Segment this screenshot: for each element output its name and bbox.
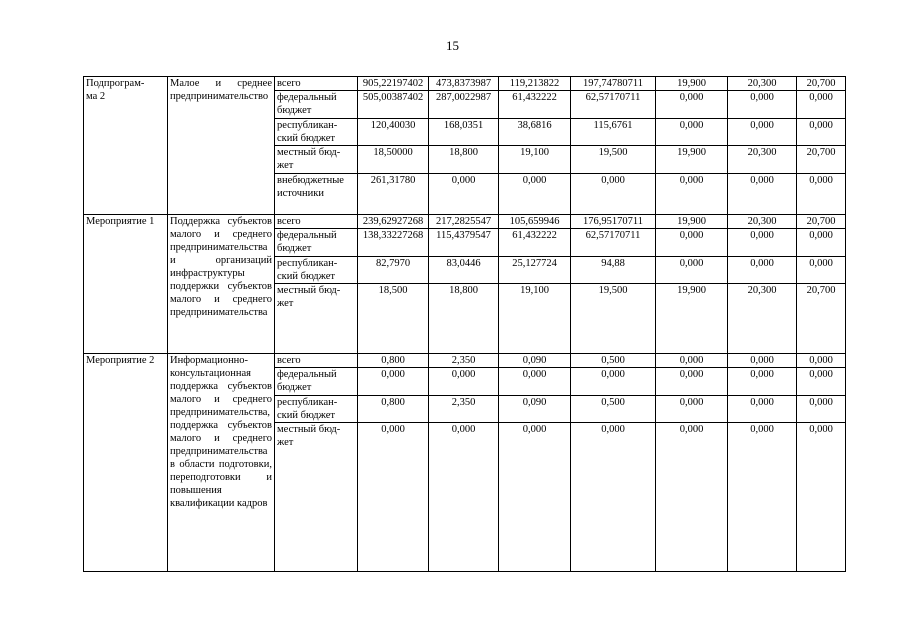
amount-cell: 19,100 xyxy=(499,146,571,174)
amount-cell: 0,000 xyxy=(656,368,728,396)
funding-source-cell: местный бюд- жет xyxy=(275,146,358,174)
amount-cell: 0,000 xyxy=(499,174,571,215)
amount-cell: 905,22197402 xyxy=(358,77,429,91)
amount-cell: 62,57170711 xyxy=(571,91,656,119)
page-number: 15 xyxy=(446,38,459,53)
amount-cell: 0,090 xyxy=(499,396,571,423)
amount-cell: 0,000 xyxy=(797,354,846,368)
amount-cell: 19,900 xyxy=(656,77,728,91)
amount-cell: 2,350 xyxy=(429,396,499,423)
funding-source-cell: республикан- ский бюджет xyxy=(275,257,358,284)
amount-cell: 18,500 xyxy=(358,284,429,354)
amount-cell: 0,000 xyxy=(797,423,846,572)
amount-cell: 19,500 xyxy=(571,284,656,354)
amount-cell: 0,000 xyxy=(656,396,728,423)
amount-cell: 2,350 xyxy=(429,354,499,368)
amount-cell: 19,900 xyxy=(656,146,728,174)
amount-cell: 0,000 xyxy=(571,368,656,396)
amount-cell: 168,0351 xyxy=(429,119,499,146)
funding-source-cell: местный бюд- жет xyxy=(275,284,358,354)
amount-cell: 0,000 xyxy=(358,368,429,396)
program-name-cell: Мероприятие 2 xyxy=(84,354,168,572)
amount-cell: 20,700 xyxy=(797,215,846,229)
amount-cell: 261,31780 xyxy=(358,174,429,215)
amount-cell: 138,33227268 xyxy=(358,229,429,257)
amount-cell: 82,7970 xyxy=(358,257,429,284)
amount-cell: 0,000 xyxy=(656,354,728,368)
amount-cell: 115,6761 xyxy=(571,119,656,146)
table-row xyxy=(84,77,846,91)
amount-cell: 0,000 xyxy=(656,229,728,257)
amount-cell: 0,000 xyxy=(797,257,846,284)
amount-cell: 115,4379547 xyxy=(429,229,499,257)
amount-cell: 0,500 xyxy=(571,396,656,423)
amount-cell: 20,300 xyxy=(728,146,797,174)
amount-cell: 0,000 xyxy=(656,91,728,119)
amount-cell: 20,300 xyxy=(728,77,797,91)
amount-cell: 0,000 xyxy=(728,423,797,572)
amount-cell: 94,88 xyxy=(571,257,656,284)
amount-cell: 18,50000 xyxy=(358,146,429,174)
funding-source-cell: внебюджетные источники xyxy=(275,174,358,215)
amount-cell: 505,00387402 xyxy=(358,91,429,119)
amount-cell: 38,6816 xyxy=(499,119,571,146)
amount-cell: 0,000 xyxy=(656,174,728,215)
amount-cell: 0,000 xyxy=(797,229,846,257)
amount-cell: 0,090 xyxy=(499,354,571,368)
amount-cell: 0,000 xyxy=(571,174,656,215)
amount-cell: 62,57170711 xyxy=(571,229,656,257)
amount-cell: 0,000 xyxy=(656,119,728,146)
amount-cell: 0,500 xyxy=(571,354,656,368)
amount-cell: 18,800 xyxy=(429,146,499,174)
amount-cell: 287,0022987 xyxy=(429,91,499,119)
amount-cell: 0,000 xyxy=(728,174,797,215)
funding-source-cell: всего xyxy=(275,215,358,229)
amount-cell: 19,500 xyxy=(571,146,656,174)
amount-cell: 19,900 xyxy=(656,215,728,229)
amount-cell: 176,95170711 xyxy=(571,215,656,229)
budget-table xyxy=(83,76,846,572)
amount-cell: 0,000 xyxy=(656,423,728,572)
funding-source-cell: федеральный бюджет xyxy=(275,91,358,119)
amount-cell: 119,213822 xyxy=(499,77,571,91)
amount-cell: 0,000 xyxy=(728,229,797,257)
amount-cell: 105,659946 xyxy=(499,215,571,229)
amount-cell: 19,900 xyxy=(656,284,728,354)
amount-cell: 0,000 xyxy=(797,91,846,119)
program-title-cell: Поддержка субъектов малого и среднего предпринимательства и организаций инфраструктуры поддержки субъектов малого и среднего предпринимательства xyxy=(168,215,275,354)
funding-source-cell: республикан- ский бюджет xyxy=(275,119,358,146)
amount-cell: 20,700 xyxy=(797,77,846,91)
amount-cell: 20,700 xyxy=(797,146,846,174)
amount-cell: 18,800 xyxy=(429,284,499,354)
funding-source-cell: республикан- ский бюджет xyxy=(275,396,358,423)
amount-cell: 0,000 xyxy=(499,423,571,572)
amount-cell: 83,0446 xyxy=(429,257,499,284)
amount-cell: 0,000 xyxy=(358,423,429,572)
funding-source-cell: всего xyxy=(275,77,358,91)
funding-source-cell: федеральный бюджет xyxy=(275,368,358,396)
amount-cell: 0,800 xyxy=(358,354,429,368)
amount-cell: 25,127724 xyxy=(499,257,571,284)
amount-cell: 0,000 xyxy=(728,396,797,423)
program-name-cell: Подпрограм- ма 2 xyxy=(84,77,168,215)
funding-source-cell: всего xyxy=(275,354,358,368)
funding-source-cell: местный бюд- жет xyxy=(275,423,358,572)
amount-cell: 0,800 xyxy=(358,396,429,423)
amount-cell: 20,300 xyxy=(728,284,797,354)
amount-cell: 197,74780711 xyxy=(571,77,656,91)
amount-cell: 0,000 xyxy=(728,257,797,284)
amount-cell: 217,2825547 xyxy=(429,215,499,229)
amount-cell: 0,000 xyxy=(656,257,728,284)
program-title-cell: Информационно-консультационная поддержка субъектов малого и среднего предпринимательства, поддержка субъектов малого и среднего предпринимательства в области подготовки, переподготовки и повышения квалификации кадров xyxy=(168,354,275,572)
amount-cell: 0,000 xyxy=(728,354,797,368)
amount-cell: 20,300 xyxy=(728,215,797,229)
amount-cell: 0,000 xyxy=(797,368,846,396)
table-row xyxy=(84,354,846,368)
amount-cell: 0,000 xyxy=(728,119,797,146)
amount-cell: 0,000 xyxy=(499,368,571,396)
amount-cell: 0,000 xyxy=(797,174,846,215)
amount-cell: 61,432222 xyxy=(499,91,571,119)
amount-cell: 0,000 xyxy=(429,368,499,396)
amount-cell: 20,700 xyxy=(797,284,846,354)
amount-cell: 239,62927268 xyxy=(358,215,429,229)
amount-cell: 61,432222 xyxy=(499,229,571,257)
funding-source-cell: федеральный бюджет xyxy=(275,229,358,257)
amount-cell: 0,000 xyxy=(797,396,846,423)
amount-cell: 120,40030 xyxy=(358,119,429,146)
program-name-cell: Мероприятие 1 xyxy=(84,215,168,354)
amount-cell: 0,000 xyxy=(571,423,656,572)
table-row xyxy=(84,215,846,229)
amount-cell: 473,8373987 xyxy=(429,77,499,91)
amount-cell: 0,000 xyxy=(429,174,499,215)
amount-cell: 0,000 xyxy=(429,423,499,572)
amount-cell: 0,000 xyxy=(797,119,846,146)
amount-cell: 0,000 xyxy=(728,368,797,396)
amount-cell: 19,100 xyxy=(499,284,571,354)
program-title-cell: Малое и среднее предпринимательство xyxy=(168,77,275,215)
amount-cell: 0,000 xyxy=(728,91,797,119)
